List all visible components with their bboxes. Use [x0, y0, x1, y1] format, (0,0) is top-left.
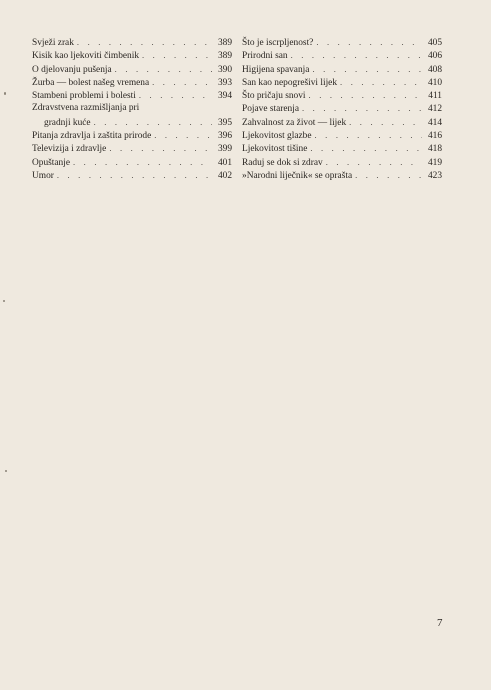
- toc-entry: [242, 142, 442, 155]
- toc-entry-title: gradnji kuće: [44, 117, 91, 128]
- toc-entry-page: 423: [427, 170, 442, 181]
- toc-entry-title: Zahvalnost za život — lijek: [242, 117, 347, 128]
- toc-entry-page: 394: [217, 91, 232, 102]
- toc-entry-title: Svježi zrak: [32, 38, 74, 48]
- toc-entry-title: Žurba — bolest našeg vremena: [32, 77, 150, 88]
- toc-entry-title: Što pričaju snovi: [242, 91, 306, 102]
- toc-entry: [32, 89, 232, 102]
- toc-entry-continuation: [32, 116, 232, 129]
- toc-entry-title: Umor: [32, 170, 54, 181]
- toc-entry-page: 412: [427, 104, 442, 115]
- toc-entry-page: 411: [428, 91, 442, 102]
- toc-entry-page: 399: [217, 144, 232, 155]
- leader-dots: [315, 129, 422, 142]
- toc-entry-page: 414: [427, 117, 442, 128]
- toc-entry-first-line: [32, 102, 232, 115]
- toc-entry-title: Što je iscrpljenost?: [242, 38, 314, 48]
- toc-entry: [32, 142, 232, 155]
- toc-entry-page: 406: [427, 51, 442, 62]
- toc-entry-page: 416: [427, 131, 442, 142]
- toc-entry: [242, 102, 442, 115]
- leader-dots: [73, 156, 212, 169]
- leader-dots: [152, 76, 212, 89]
- toc-entry: [242, 169, 442, 182]
- toc-entry: [32, 63, 232, 76]
- toc-entry: [242, 156, 442, 169]
- leader-dots: [309, 89, 422, 102]
- toc-entry-title: Raduj se dok si zdrav: [242, 157, 323, 168]
- leader-dots: [326, 156, 422, 169]
- leader-dots: [302, 102, 422, 115]
- toc-entry-title: Kisik kao ljekoviti čimbenik: [32, 51, 140, 62]
- toc-entry: [32, 49, 232, 62]
- toc-entry-title: O djelovanju pušenja: [32, 64, 112, 75]
- toc-entry: [32, 169, 232, 182]
- toc-entry-page: 393: [217, 77, 232, 88]
- toc-entry-page: 405: [427, 38, 442, 48]
- leader-dots: [291, 49, 422, 62]
- toc-entry-title: San kao nepogrešivi lijek: [242, 77, 338, 88]
- toc-right-column: [242, 36, 442, 182]
- toc-entry-title: Opuštanje: [32, 157, 71, 168]
- toc-entry: [242, 116, 442, 129]
- toc-entry: [242, 89, 442, 102]
- leader-dots: [316, 36, 422, 49]
- toc-entry: [242, 76, 442, 89]
- leader-dots: [142, 49, 212, 62]
- leader-dots: [115, 63, 212, 76]
- toc-entry-title: »Narodni liječnik« se oprašta: [242, 170, 353, 181]
- leader-dots: [57, 169, 212, 182]
- toc-entry-page: 389: [217, 38, 232, 48]
- toc-entry-title: Pitanja zdravlja i zaštita prirode: [32, 131, 152, 142]
- toc-entry: [242, 49, 442, 62]
- toc-entry-page: 402: [217, 170, 232, 181]
- leader-dots: [139, 89, 212, 102]
- leader-dots: [154, 129, 212, 142]
- paper-speck: [3, 300, 5, 302]
- toc-entry: [242, 36, 442, 49]
- toc-entry-title: Televizija i zdravlje: [32, 144, 107, 155]
- leader-dots: [355, 169, 422, 182]
- leader-dots: [349, 116, 422, 129]
- leader-dots: [340, 76, 422, 89]
- leader-dots: [94, 116, 212, 129]
- toc-entry-page: 418: [427, 144, 442, 155]
- toc-entry-page: 395: [217, 117, 232, 128]
- toc-entry-page: 390: [217, 64, 232, 75]
- toc-entry-title: Prirodni san: [242, 51, 288, 62]
- toc-entry-page: 389: [217, 51, 232, 62]
- toc-entry-page: 401: [217, 157, 232, 168]
- toc-entry-title: Zdravstvena razmišljanja pri: [32, 103, 140, 114]
- leader-dots: [109, 142, 212, 155]
- toc-entry-title: Stambeni problemi i bolesti: [32, 91, 136, 102]
- leader-dots: [310, 142, 422, 155]
- toc-entry: [242, 63, 442, 76]
- toc-entry: [32, 76, 232, 89]
- paper-speck: [4, 92, 6, 95]
- toc-entry-page: 419: [427, 157, 442, 168]
- paper-speck: [5, 470, 7, 472]
- leader-dots: [77, 36, 212, 49]
- leader-dots: [312, 63, 422, 76]
- toc-entry: [242, 129, 442, 142]
- toc-left-column: [32, 36, 232, 182]
- toc-entry-title: Higijena spavanja: [242, 64, 310, 75]
- page-number: 7: [437, 617, 443, 629]
- toc-entry-page: 408: [427, 64, 442, 75]
- toc-entry: [32, 156, 232, 169]
- toc-entry-title: Pojave starenja: [242, 104, 300, 115]
- toc-entry-page: 396: [217, 131, 232, 142]
- toc-entry: [32, 129, 232, 142]
- toc-entry: [32, 36, 232, 49]
- toc-entry-title: Ljekovitost tišine: [242, 144, 308, 155]
- toc-entry-title: Ljekovitost glazbe: [242, 131, 312, 142]
- toc-entry-page: 410: [427, 77, 442, 88]
